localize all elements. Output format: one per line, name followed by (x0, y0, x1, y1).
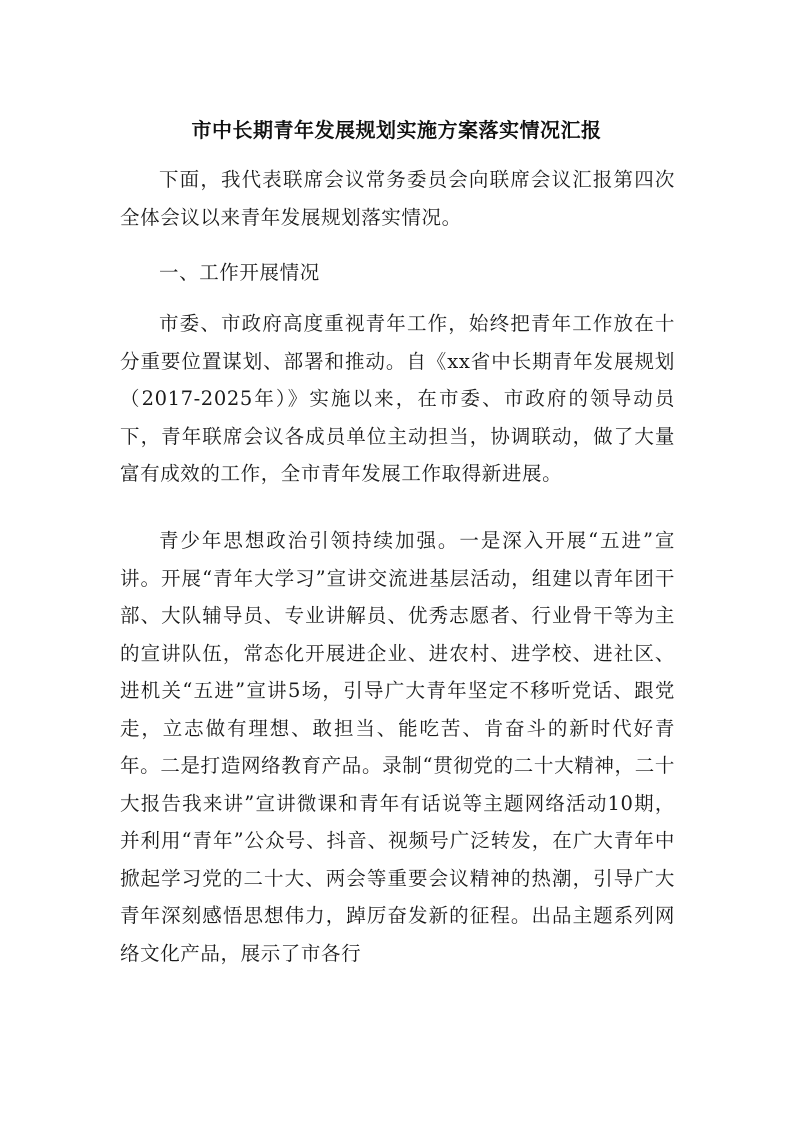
body-paragraph-1: 市委、市政府高度重视青年工作，始终把青年工作放在十分重要位置谋划、部署和推动。自《xx省中长期青年发展规划（2017-2025年）》实施以来，在市委、市政府的领导动员下，青年联席会议各成员单位主动担当，协调联动，做了大量富有成效的工作，全市青年发展工作取得新进展。 (120, 312, 675, 485)
intro-paragraph: 下面，我代表联席会议常务委员会向联席会议汇报第四次全体会议以来青年发展规划落实情况。 (120, 168, 675, 229)
body-paragraph-2: 青少年思想政治引领持续加强。一是深入开展“五进”宣讲。开展“青年大学习”宣讲交流进基层活动，组建以青年团干部、大队辅导员、专业讲解员、优秀志愿者、行业骨干等为主的宣讲队伍，常态化开展进企业、进农村、进学校、进社区、进机关“五进”宣讲5场，引导广大青年坚定不移听党话、跟党走，立志做有理想、敢担当、能吃苦、肯奋斗的新时代好青年。二是打造网络教育产品。录制“贯彻党的二十大精神，二十大报告我来讲”宣讲微课和青年有话说等主题网络活动10期，并利用“青年”公众号、抖音、视频号广泛转发，在广大青年中掀起学习党的二十大、两会等重要会议精神的热潮，引导广大青年深刻感悟思想伟力，踔厉奋发新的征程。出品主题系列网络文化产品，展示了市各行 (120, 529, 675, 965)
document-title: 市中长期青年发展规划实施方案落实情况汇报 (191, 118, 602, 142)
section-heading: 一、工作开展情况 (159, 261, 320, 284)
